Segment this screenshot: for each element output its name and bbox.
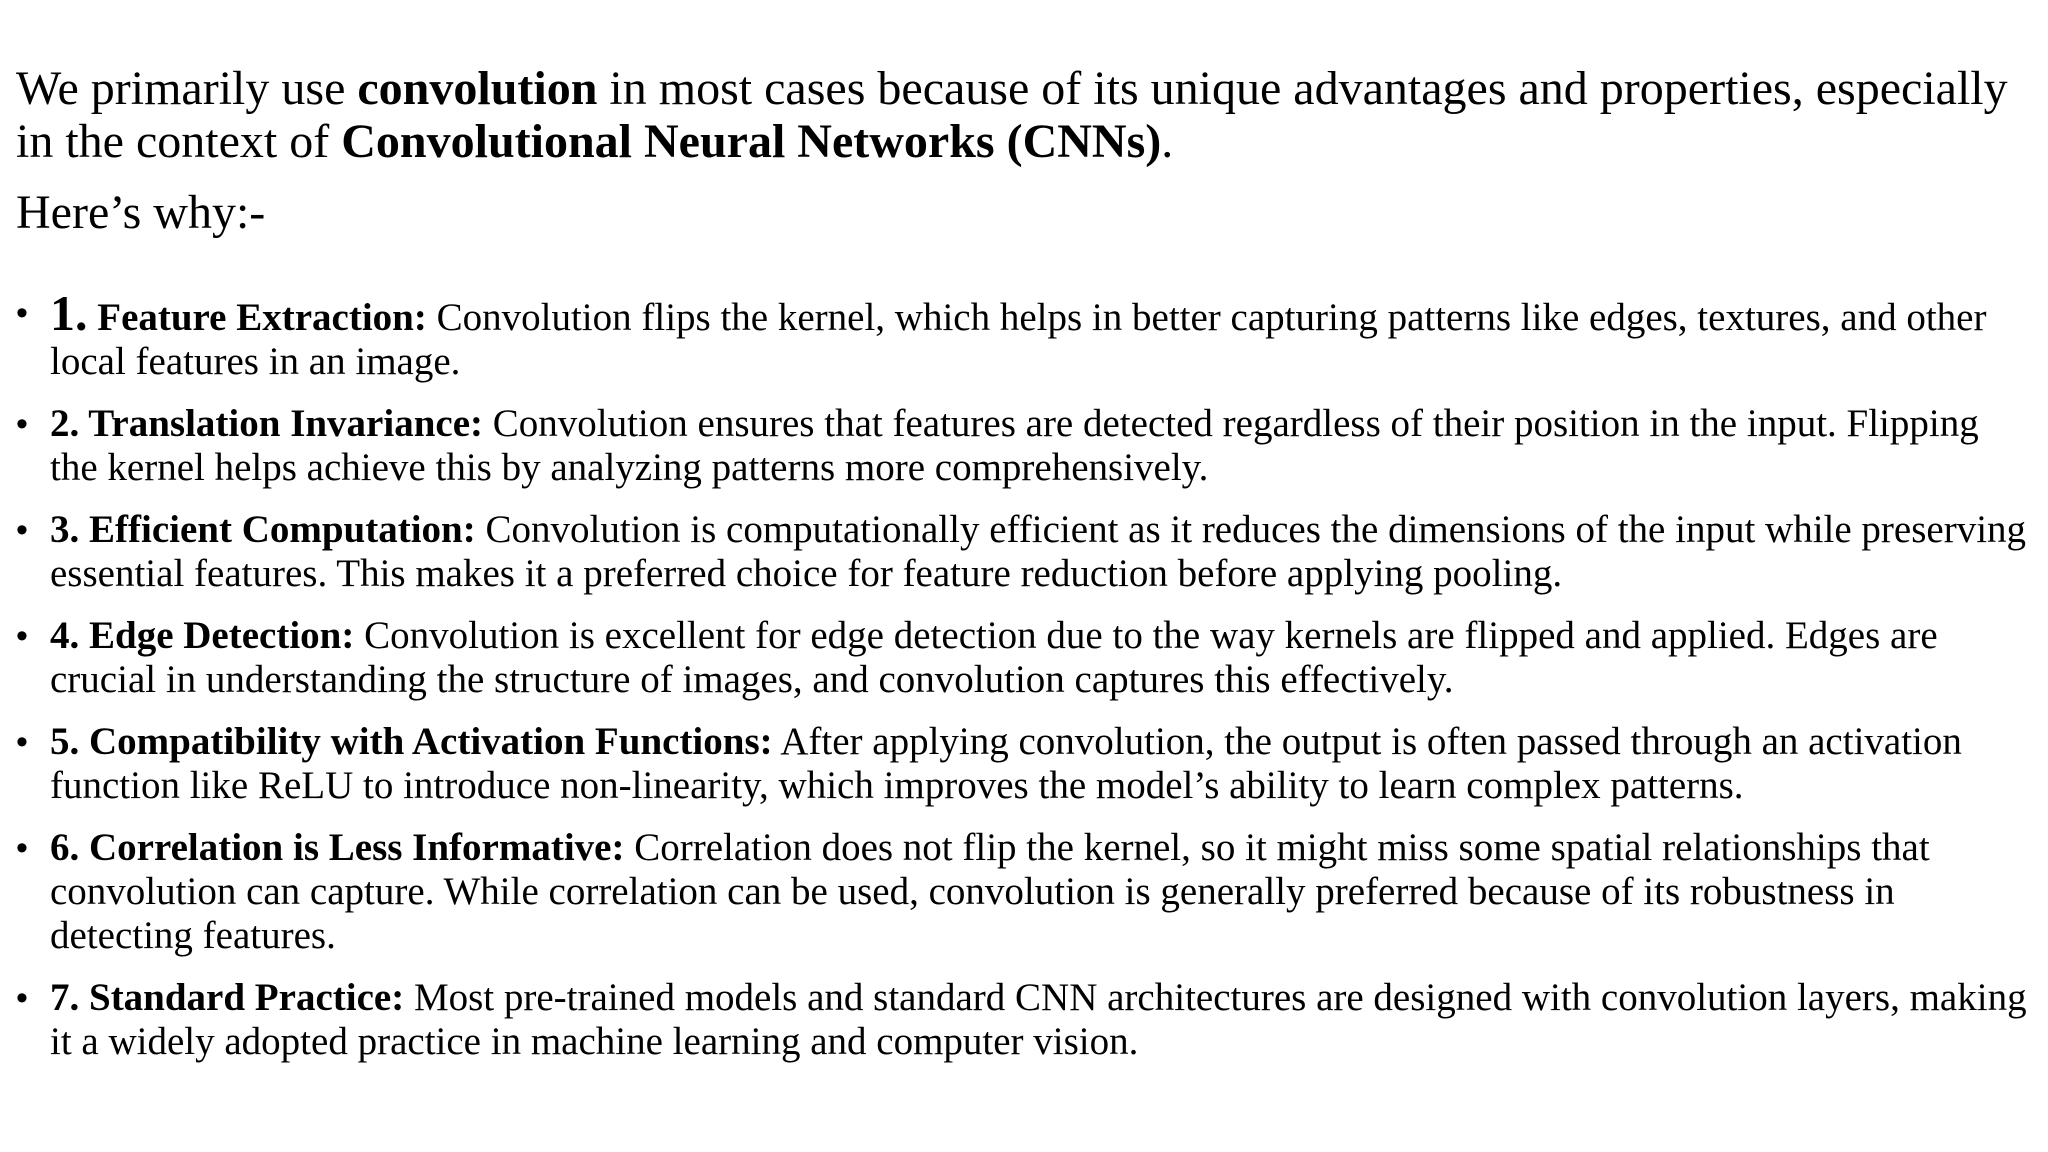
bullet-icon: • bbox=[16, 723, 28, 761]
bullet-icon: • bbox=[16, 979, 28, 1017]
slide-body bbox=[16, 62, 2036, 1082]
intro-term-convolution: convolution bbox=[357, 62, 598, 115]
point-text: Convolution ensures that features are detected regardless of their position in the input. Flipping the kernel helps achieve this by analyzing patterns more comprehensively. bbox=[50, 402, 1979, 489]
list-item bbox=[16, 826, 2036, 958]
intro-term-cnns: Convolutional Neural Networks (CNNs) bbox=[341, 115, 1162, 168]
point-text: Correlation does not flip the kernel, so it might miss some spatial relationships that convolution can capture. While correlation can be used, convolution is generally preferred because of its robustness in detecting features. bbox=[50, 826, 1930, 957]
list-item bbox=[16, 720, 2036, 808]
point-title: Efficient Computation: bbox=[79, 508, 476, 551]
heres-why-heading: Here’s why:- bbox=[16, 186, 266, 239]
point-text: After applying convolution, the output is often passed through an activation function like ReLU to introduce non-linearity, which improves the model’s ability to learn complex patterns. bbox=[50, 720, 1962, 807]
point-number: 5. bbox=[50, 720, 80, 763]
bullet-icon: • bbox=[16, 829, 28, 867]
point-number: 6. bbox=[50, 826, 80, 869]
point-title: Standard Practice: bbox=[79, 976, 405, 1019]
bullet-icon: • bbox=[16, 294, 28, 332]
point-title: Feature Extraction: bbox=[87, 296, 427, 339]
list-item bbox=[16, 976, 2036, 1064]
intro-post: . bbox=[1161, 115, 1174, 168]
point-number: 2. bbox=[50, 402, 80, 445]
point-title: Correlation is Less Informative: bbox=[79, 826, 625, 869]
point-number: 7. bbox=[50, 976, 80, 1019]
point-title: Translation Invariance: bbox=[79, 402, 483, 445]
list-item bbox=[16, 402, 2036, 490]
point-text: Convolution flips the kernel, which helps in better capturing patterns like edges, textures, and other local features in an image. bbox=[50, 296, 1987, 383]
point-number: 3. bbox=[50, 508, 80, 551]
point-number: 1. bbox=[50, 285, 88, 341]
point-title: Compatibility with Activation Functions: bbox=[79, 720, 773, 763]
point-text: Convolution is excellent for edge detection due to the way kernels are flipped and applied. Edges are crucial in understanding the structure of images, and convolution captures this effectively. bbox=[50, 614, 1938, 701]
bullet-icon: • bbox=[16, 617, 28, 655]
point-text: Convolution is computationally efficient as it reduces the dimensions of the input while preserving essential features. This makes it a preferred choice for feature reduction before applying pooling. bbox=[50, 508, 2027, 595]
points-list bbox=[16, 285, 2036, 1064]
intro-pre: We primarily use bbox=[16, 62, 358, 115]
bullet-icon: • bbox=[16, 511, 28, 549]
intro-mid: in most cases because of its unique advantages and properties, especially in the context of bbox=[16, 62, 2008, 168]
list-item bbox=[16, 614, 2036, 702]
list-item bbox=[16, 285, 2036, 384]
point-title: Edge Detection: bbox=[79, 614, 355, 657]
point-number: 4. bbox=[50, 614, 80, 657]
bullet-icon: • bbox=[16, 405, 28, 443]
list-item bbox=[16, 508, 2036, 596]
intro-paragraph bbox=[16, 62, 2036, 168]
point-text: Most pre-trained models and standard CNN architectures are designed with convolution layers, making it a widely adopted practice in machine learning and computer vision. bbox=[50, 976, 2027, 1063]
